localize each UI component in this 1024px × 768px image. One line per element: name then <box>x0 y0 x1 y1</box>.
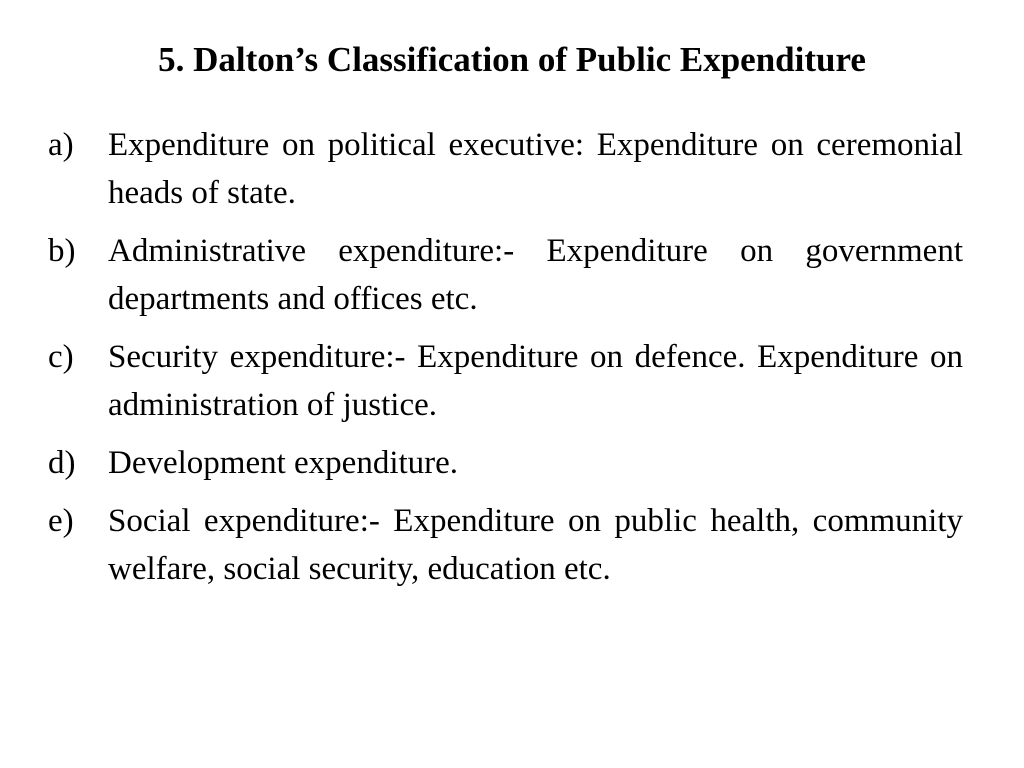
list-item-text: Expenditure on political executive: Expenditure on ceremonial heads of state. <box>108 127 963 211</box>
list-marker: a) <box>48 127 74 163</box>
list-marker: e) <box>48 503 74 539</box>
list-marker: d) <box>48 445 76 481</box>
list-item-a <box>48 121 963 217</box>
list-item-c <box>48 333 963 429</box>
list-item-text: Development expenditure. <box>108 445 459 481</box>
list-item-b <box>48 227 963 323</box>
list-item-text: Administrative expenditure:- Expenditure on government departments and offices etc. <box>108 233 963 317</box>
list-item-text: Security expenditure:- Expenditure on defence. Expenditure on administration of justice. <box>108 339 963 423</box>
list-marker: c) <box>48 339 74 375</box>
list-item-text: Social expenditure:- Expenditure on public health, community welfare, social security, education etc. <box>108 503 963 587</box>
classification-list <box>48 121 963 603</box>
list-marker: b) <box>48 233 76 269</box>
list-item-d <box>48 439 963 487</box>
slide-title: 5. Dalton’s Classification of Public Expenditure <box>158 40 866 79</box>
list-item-e <box>48 497 963 593</box>
